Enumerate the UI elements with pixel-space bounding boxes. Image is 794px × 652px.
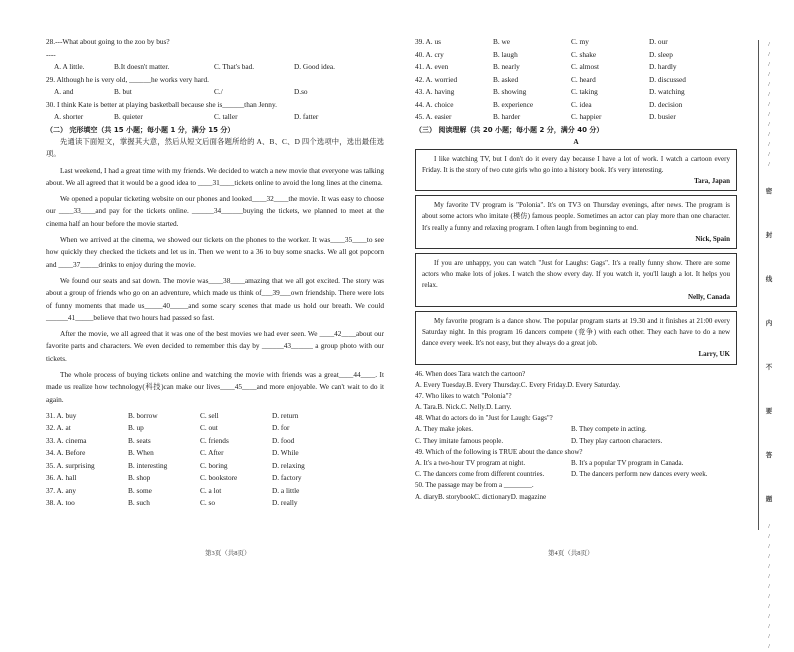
option: D.so [294,87,308,96]
option: D. hardly [649,62,677,71]
option: D. Every Saturday. [567,380,621,389]
question-28-options [46,61,384,74]
section-2-instructions: 先通读下面短文，掌握其大意，然后从短文后面各题所给的 A、B、C、D 四个选项中，选出最佳选项。 [46,137,384,159]
option: B. up [128,423,144,433]
question-50: 50. The passage may be from a ________. [415,481,534,490]
option: 39. A. us [415,37,441,46]
option: 35. A. surprising [46,460,95,470]
option: 31. A. buy [46,410,77,420]
section-3-title: （三） 阅读理解（共 20 小题；每小题 2 分，满分 40 分） [415,125,604,134]
option: C. shake [571,49,597,59]
reading-box-larry [415,311,737,365]
question-29: 29. Although he is very old, ______he works very hard. [46,74,209,84]
option: 33. A. cinema [46,435,87,445]
option: 42. A. worried [415,74,458,84]
question-47-options [415,402,737,413]
reading-signature: Nick, Spain [695,234,730,243]
option: A. shorter [54,112,84,121]
option: B. storybook [437,492,475,501]
option: C./ [214,87,223,96]
option: B. quieter [114,112,143,121]
option: D. fatter [294,112,319,121]
cloze-options-left [46,410,384,510]
option: B. showing [493,87,527,96]
option: B. laugh [493,49,518,59]
option: D. sleep [649,49,673,59]
option: A. They make jokes. [415,425,473,434]
option: C. After [200,448,224,458]
option: B. asked [493,74,519,84]
option: A. Every Tuesday. [415,380,467,389]
option: D. decision [649,99,683,109]
question-49-options [415,458,737,469]
cloze-paragraph-2: We opened a popular ticketing website on our phones and looked____32____the movie. It was easy to choose our ____33____and pay for the tickets online. ______34______buying the tickets, we planned to meet at the cinema half an hour before the movie started. [46,194,384,228]
option: C. happier [571,112,602,121]
option: D. magazine [510,492,547,501]
option: C. Nelly. [461,403,487,412]
option: D. a little [272,485,300,495]
seal-line-strip [758,40,779,650]
option: C. dictionary [474,492,511,501]
option: C. so [200,498,216,508]
reading-text: My favorite program is a dance show. The popular program starts at 19.30 and it finishes at 21:00 every Saturday night. In this program 16 dancers compete (竞争) with each other. They each have to do a new dance every week. It's not easy, but they always do a great job. [422,316,730,348]
option: D. watching [649,87,685,96]
option: B. Nick. [437,403,462,412]
option: A. Tara. [415,403,438,412]
option: C. a lot [200,485,222,495]
cloze-option-row [46,460,384,473]
option: D. return [272,410,299,420]
option: B. interesting [128,460,168,470]
seal-label: 内 [765,320,773,327]
cloze-options-right [415,36,737,124]
question-48: 48. What do actors do in "Just for Laugh: Gags"? [415,414,553,423]
reading-text: If you are unhappy, you can watch "Just for Laughs: Gags". It's a really funny show. There are some actors who make lots of jokes. I watch the show every day. If you watch it, you'll laugh a lot. It helps you relax. [422,258,730,290]
reading-part-a-label: A [573,137,579,146]
option: B. experience [493,99,534,109]
option: 44. A. choice [415,99,454,109]
section-2-title: （二） 完形填空（共 15 小题；每小题 1 分，满分 15 分） [46,125,235,134]
seal-label: 密 [765,188,773,195]
option: 43. A. having [415,87,455,96]
option: 37. A. any [46,485,76,495]
option: B. such [128,498,150,508]
option: C. out [200,423,218,433]
option: D. factory [272,473,302,483]
cloze-paragraph-6: The whole process of buying tickets online and watching the movie with friends was a great____44____. It made us realize how technology(科技)can make our lives____45____and more enjoyable. We can't wait to do it again. [46,370,384,404]
question-49: 49. Which of the following is TRUE about the dance show? [415,447,583,456]
option: C. taking [571,87,598,96]
option: B. we [493,37,511,46]
seal-label: 线 [765,276,773,283]
cloze-option-row [415,86,737,99]
cloze-option-row [46,422,384,435]
reading-text: I like watching TV, but I don't do it every day because I have a lot of work. I watch a cartoon every Friday. It is the story of two cute girls who go into a history book. It's very interesting. [422,154,730,174]
reading-signature: Nelly, Canada [687,292,730,301]
question-29-options [46,86,384,99]
cloze-option-row [415,61,737,74]
question-48-options [415,436,737,447]
option: B. Every Thursday. [466,380,521,389]
cloze-option-row [415,74,737,87]
question-28-answer-line: ---- [46,49,56,59]
question-30: 30. I think Kate is better at playing basketball because she is______than Jenny. [46,99,277,109]
cloze-option-row [415,36,737,49]
dash-mark: / / / / / / / / / / / / / [768,41,770,168]
seal-label: 不 [765,364,773,371]
cloze-option-row [46,410,384,423]
option: D. food [272,435,295,445]
cloze-option-row [415,49,737,62]
option: 40. A. cry [415,49,444,59]
cloze-paragraph-4: We found our seats and sat down. The movie was____38____amazing that we all got excited. The story was about a group of friends who go on an adventure, which made us think of___39___own friendship. There were lots of funny moments that made us_____40_____and some scary scenes that made us hold our breath. We could ______41_____believe that two hours had passed so fast. [46,275,384,322]
option: C. boring [200,460,228,470]
option: B. but [114,87,132,96]
option: B. seats [128,435,151,445]
option: D. discussed [649,74,686,84]
option: 32. A. at [46,423,71,433]
reading-box-nick [415,195,737,249]
seal-label: 答 [765,452,773,459]
cloze-option-row [46,435,384,448]
option: B. It's a popular TV program in Canada. [571,459,684,468]
cloze-option-row [46,472,384,485]
reading-box-nelly [415,253,737,307]
option: D. for [272,423,290,433]
dash-mark: / / / / / / / / / / / / / [768,523,770,650]
question-28: 28.---What about going to the zoo by bus? [46,37,170,46]
question-47: 47. Who likes to watch "Polonia"? [415,391,512,400]
option: A. A little. [54,62,85,71]
question-49-options [415,469,737,480]
option: C. idea [571,99,592,109]
option: D. our [649,37,668,46]
option: D. They play cartoon characters. [571,436,663,445]
option: C. heard [571,74,596,84]
question-48-options [415,424,737,435]
option: C. almost [571,62,599,71]
option: B.It doesn't matter. [114,62,170,71]
option: B. shop [128,473,151,483]
option: B. nearly [493,62,520,71]
reading-text: My favorite TV program is "Polonia". It's on TV3 on Thursday evenings, after news. The program is about some actors who imitate (模仿) famous people. Sometimes an actor can play more than one character. It's really a funny and relaxing program. I often laugh from beginning to end. [422,201,730,232]
option: D. really [272,498,298,508]
option: C. That's bad. [214,62,255,71]
option: A. It's a two-hour TV program at night. [415,459,526,468]
cloze-option-row [415,99,737,112]
reading-signature: Larry, UK [698,350,730,359]
page-footer-right: 第4页（共8页） [548,550,594,557]
option: 36. A. hall [46,473,77,483]
option: 41. A. even [415,62,449,71]
question-30-options [46,111,384,124]
cloze-option-row [46,447,384,460]
cloze-option-row [46,485,384,498]
option: C. sell [200,410,219,420]
option: D. The dancers perform new dances every week. [571,470,708,479]
option: B. harder [493,112,521,121]
option: B. They compete in acting. [571,425,647,434]
cloze-paragraph-1: Last weekend, I had a great time with my friends. We decided to watch a new movie that everyone was talking about. We all agreed that it would be a good idea to ____31____tickets online to avoid the long lines at the cinema. [46,165,384,187]
option: B. borrow [128,410,158,420]
seal-label: 要 [765,408,773,415]
seal-label: 题 [765,496,773,503]
option: 34. A. Before [46,448,86,458]
option: C. They imitate famous people. [415,436,504,445]
right-column [415,36,737,503]
cloze-option-row [415,111,737,124]
cloze-paragraph-3: When we arrived at the cinema, we showed our tickets on the phones to the worker. It was____35____to see how quickly they checked the tickets and let us in. Then we went to a 36 to buy some snacks. We all got popcorn and ____37_____drinks to enjoy during the movie. [46,235,384,269]
option: A. and [54,87,74,96]
option: D. Larry. [486,403,512,412]
option: A. diary [415,492,438,501]
page-footer-left: 第3页（共8页） [205,550,251,557]
seal-label: 封 [765,232,773,239]
question-46-options [415,380,737,391]
option: C. friends [200,435,229,445]
option: 45. A. easier [415,112,452,121]
option: D. relaxing [272,460,305,470]
option: B. When [128,448,154,458]
option: C. my [571,37,589,46]
option: C. The dancers come from different countries. [415,470,545,479]
left-column [46,36,384,510]
reading-signature: Tara, Japan [694,176,730,185]
option: D. busier [649,112,676,121]
cloze-option-row [46,497,384,510]
option: D. While [272,448,299,458]
reading-box-tara [415,149,737,192]
option: C. Every Friday. [520,380,568,389]
option: C. taller [214,112,238,121]
option: B. some [128,485,152,495]
cloze-paragraph-5: After the movie, we all agreed that it was one of the best movies we had ever seen. We ____42____about our favorite parts and characters. We even decided to remember this day by ______43______ a group photo with our tickets. [46,329,384,363]
question-50-options [415,492,737,503]
option: C. bookstore [200,473,238,483]
option: D. Good idea. [294,62,335,71]
option: 38. A. too [46,498,75,508]
question-46: 46. When does Tara watch the cartoon? [415,369,526,378]
